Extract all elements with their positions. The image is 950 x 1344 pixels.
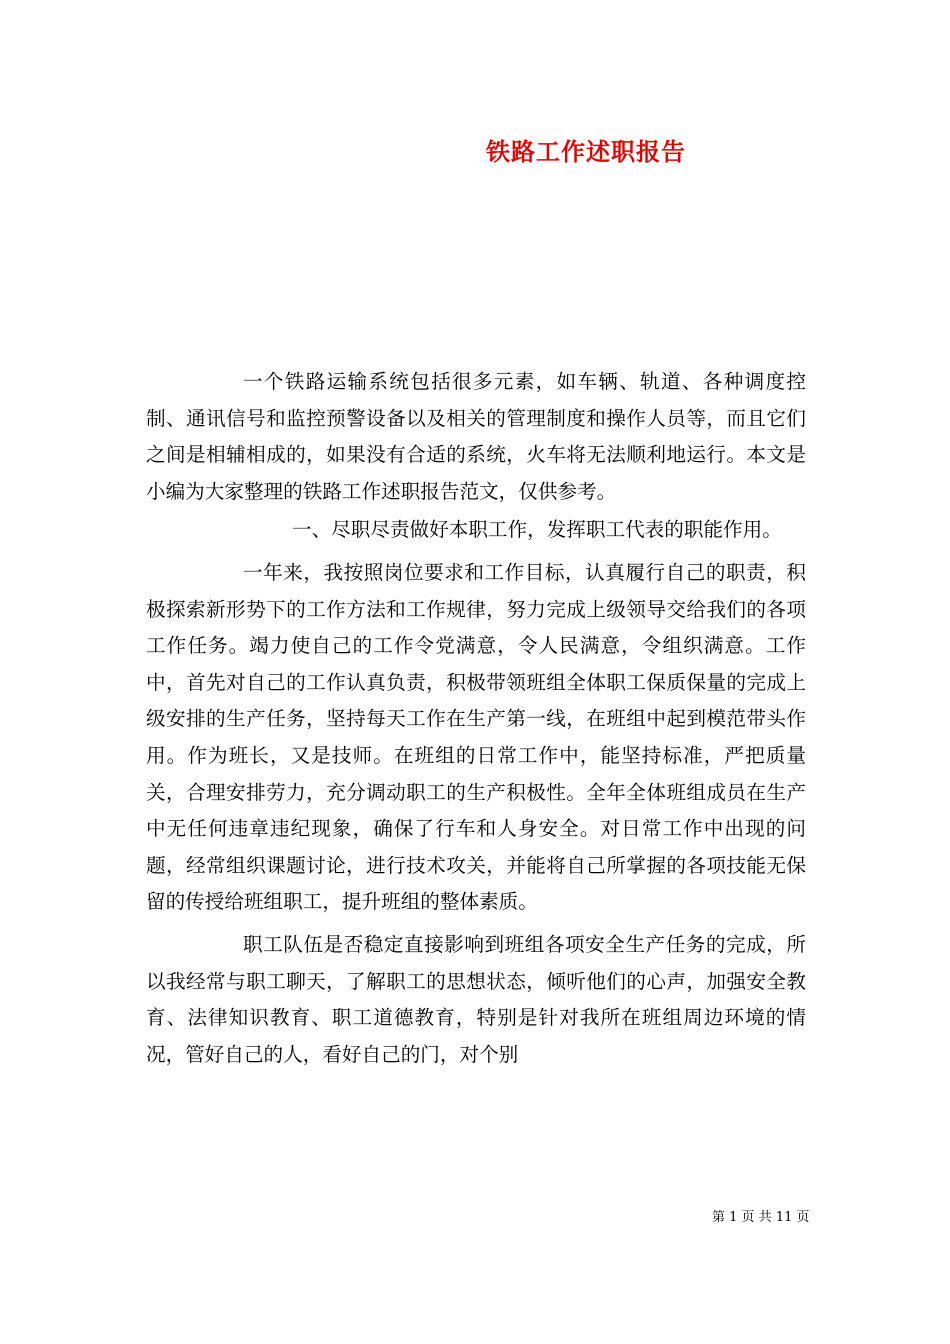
paragraph-intro: 一个铁路运输系统包括很多元素，如车辆、轨道、各种调度控制、通讯信号和监控预警设备以及相关的管理制度和操作人员等，而且它们之间是相辅相成的，如果没有合适的系统，火车将无法顺利地运行。本文是小编为大家整理的铁路工作述职报告范文，仅供参考。: [146, 370, 806, 503]
paragraph-work: 一年来，我按照岗位要求和工作目标，认真履行自己的职责，积极探索新形势下的工作方法和工作规律，努力完成上级领导交给我们的各项工作任务。竭力使自己的工作令党满意，令人民满意，令组织满意。工作中，首先对自己的工作认真负责，积极带领班组全体职工保质保量的完成上级安排的生产任务，坚持每天工作在生产第一线，在班组中起到模范带头作用。作为班长，又是技师。在班组的日常工作中，能坚持标准，严把质量关，合理安排劳力，充分调动职工的生产积极性。全年全体班组成员在生产中无任何违章违纪现象，确保了行车和人身安全。对日常工作中出现的问题，经常组织课题讨论，进行技术攻关，并能将自己所掌握的各项技能无保留的传授给班组职工，提升班组的整体素质。: [146, 560, 806, 914]
paragraph-team: 职工队伍是否稳定直接影响到班组各项安全生产任务的完成，所以我经常与职工聊天，了解职工的思想状态，倾听他们的心声，加强安全教育、法律知识教育、职工道德教育，特别是针对我所在班组周边环境的情况，管好自己的人，看好自己的门，对个别: [146, 932, 806, 1066]
document-body: [146, 364, 806, 1073]
section-heading: 一、尽职尽责做好本职工作，发挥职工代表的职能作用。: [292, 518, 782, 542]
page-number: 第 1 页 共 11 页: [712, 1210, 810, 1225]
document-title: 铁路工作述职报告: [486, 137, 686, 166]
